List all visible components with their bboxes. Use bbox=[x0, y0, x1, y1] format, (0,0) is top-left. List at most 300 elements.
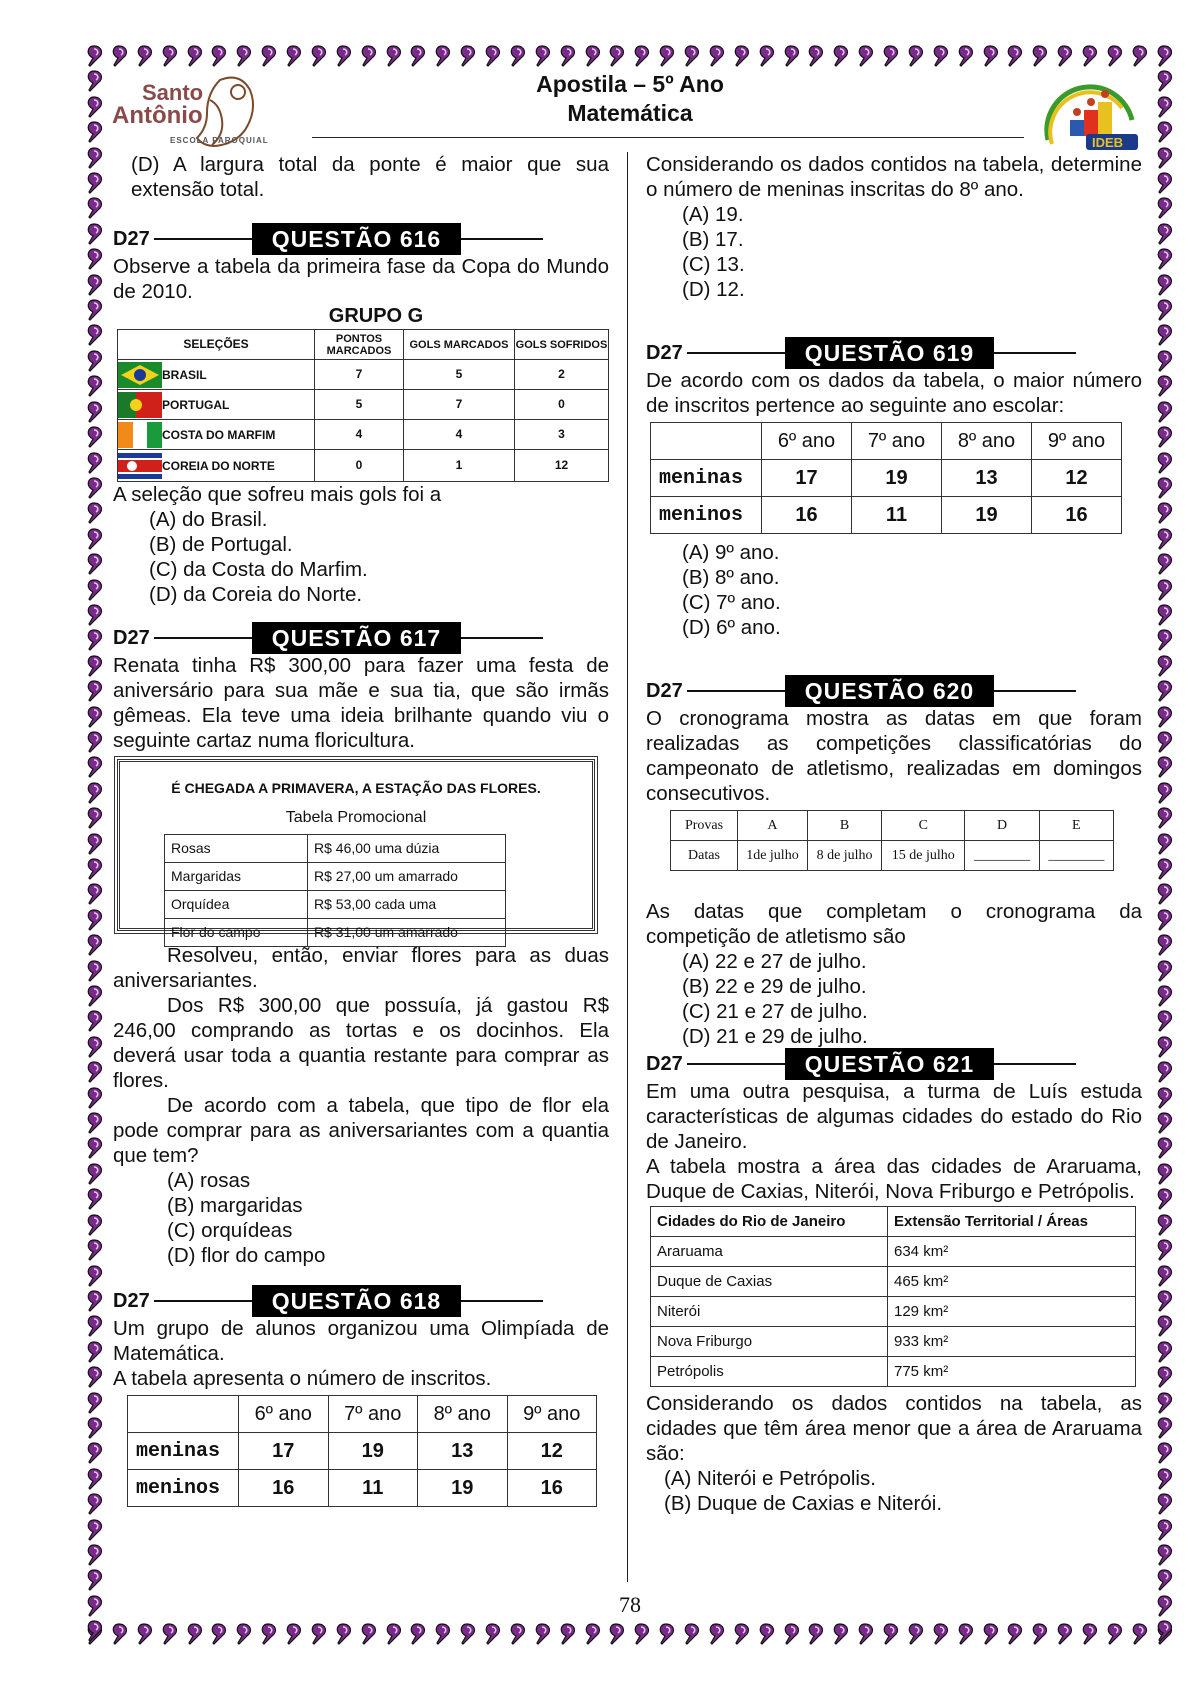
header-rule bbox=[312, 137, 1024, 138]
cell: 16 bbox=[239, 1470, 329, 1507]
cell: 17 bbox=[239, 1433, 329, 1470]
q617-poster bbox=[117, 759, 595, 940]
q618-enrollment-table bbox=[127, 1395, 597, 1507]
border-ornament-icon bbox=[557, 44, 577, 68]
border-ornament-icon bbox=[84, 476, 104, 500]
border-ornament-icon bbox=[84, 44, 104, 68]
team-row-portugal bbox=[118, 390, 315, 420]
border-ornament-icon bbox=[159, 44, 179, 68]
flower-name: Rosas bbox=[165, 835, 308, 863]
flower-row bbox=[165, 835, 506, 863]
q616-group-table bbox=[117, 329, 609, 482]
q616-group-title: GRUPO G bbox=[328, 305, 424, 327]
border-ornament-icon bbox=[84, 1187, 104, 1211]
q616-option-a: (A) do Brasil. bbox=[149, 508, 268, 531]
team-goals-conceded: 3 bbox=[515, 420, 609, 450]
border-ornament-icon bbox=[1154, 1467, 1174, 1491]
border-ornament-icon bbox=[1129, 44, 1149, 68]
logo-subtitle: ESCOLA PAROQUIAL bbox=[170, 136, 269, 145]
q617-code: D27 bbox=[113, 626, 150, 649]
flower-price: R$ 27,00 um amarrado bbox=[308, 863, 506, 891]
table-row bbox=[651, 1297, 1136, 1327]
border-ornament-icon bbox=[1154, 298, 1174, 322]
ideb-logo bbox=[1030, 80, 1150, 152]
team-points: 4 bbox=[315, 420, 404, 450]
flower-price: R$ 53,00 cada uma bbox=[308, 891, 506, 919]
border-ornament-icon bbox=[84, 628, 104, 652]
cell: 1de julho bbox=[738, 841, 808, 871]
table-row-meninas bbox=[651, 460, 1122, 497]
border-ornament-icon bbox=[1154, 578, 1174, 602]
table-header-row bbox=[651, 1207, 1136, 1237]
border-ornament-icon bbox=[84, 908, 104, 932]
border-ornament-icon bbox=[84, 1136, 104, 1160]
border-ornament-icon bbox=[333, 1622, 353, 1646]
border-ornament-icon bbox=[1154, 349, 1174, 373]
border-ornament-icon bbox=[482, 1622, 502, 1646]
team-goals-scored: 1 bbox=[404, 450, 515, 482]
title-line-1: Apostila – 5º Ano bbox=[536, 71, 724, 97]
border-ornament-icon bbox=[358, 1622, 378, 1646]
border-ornament-icon bbox=[582, 44, 602, 68]
border-ornament-icon bbox=[606, 44, 626, 68]
border-ornament-icon bbox=[980, 44, 1000, 68]
flower-price-table bbox=[164, 834, 506, 947]
border-ornament-icon bbox=[84, 1416, 104, 1440]
border-ornament-icon bbox=[84, 1111, 104, 1135]
ivory-coast-flag-icon bbox=[118, 422, 162, 448]
border-ornament-icon bbox=[756, 44, 776, 68]
cell: 16 bbox=[1032, 497, 1122, 534]
q620-header bbox=[646, 676, 1142, 706]
border-ornament-icon bbox=[1154, 1213, 1174, 1237]
decorative-border-left bbox=[84, 44, 104, 1644]
col-cidades: Cidades do Rio de Janeiro bbox=[651, 1207, 888, 1237]
cell: B bbox=[807, 811, 881, 841]
row-label: meninos bbox=[651, 497, 762, 534]
border-ornament-icon bbox=[1154, 806, 1174, 830]
flower-row bbox=[165, 863, 506, 891]
city-area: 933 km² bbox=[888, 1327, 1136, 1357]
q619-option-a: (A) 9º ano. bbox=[682, 541, 780, 564]
border-ornament-icon bbox=[1029, 1622, 1049, 1646]
border-ornament-icon bbox=[706, 1622, 726, 1646]
border-ornament-icon bbox=[606, 1622, 626, 1646]
poster-title: É CHEGADA A PRIMAVERA, A ESTAÇÃO DAS FLORES. bbox=[171, 780, 541, 796]
table-row bbox=[651, 1237, 1136, 1267]
border-ornament-icon bbox=[84, 1518, 104, 1542]
column-divider bbox=[627, 152, 628, 1582]
q616-text: Observe a tabela da primeira fase da Copa do Mundo de 2010. bbox=[113, 255, 609, 303]
flower-row bbox=[165, 919, 506, 947]
cell: 11 bbox=[328, 1470, 418, 1507]
team-row-coreia-do-norte bbox=[118, 450, 315, 482]
border-ornament-icon bbox=[1054, 44, 1074, 68]
border-ornament-icon bbox=[855, 44, 875, 68]
q620-option-d: (D) 21 e 29 de julho. bbox=[682, 1025, 868, 1048]
table-header-row bbox=[651, 423, 1122, 460]
row-label: meninas bbox=[651, 460, 762, 497]
border-ornament-icon bbox=[1154, 1492, 1174, 1516]
border-ornament-icon bbox=[1154, 933, 1174, 957]
q616-option-d: (D) da Coreia do Norte. bbox=[149, 583, 363, 606]
border-ornament-icon bbox=[233, 1622, 253, 1646]
logo-text-antonio: Antônio bbox=[112, 102, 203, 129]
brazil-flag-icon bbox=[118, 362, 162, 388]
q616-header bbox=[113, 224, 609, 254]
col-9-ano: 9º ano bbox=[507, 1396, 597, 1433]
col-9-ano: 9º ano bbox=[1032, 423, 1122, 460]
border-ornament-icon bbox=[1154, 730, 1174, 754]
q617-text: Renata tinha R$ 300,00 para fazer uma festa de aniversário para sua mãe e sua tia, que são irmãs gêmeas. Ela teve uma ideia brilhante quando viu o seguinte cartaz numa floricultura. bbox=[113, 654, 609, 752]
border-ornament-icon bbox=[830, 1622, 850, 1646]
q620-code: D27 bbox=[646, 679, 683, 702]
border-ornament-icon bbox=[358, 44, 378, 68]
border-ornament-icon bbox=[1154, 527, 1174, 551]
border-ornament-icon bbox=[283, 44, 303, 68]
team-name: COSTA DO MARFIM bbox=[162, 427, 276, 442]
border-ornament-icon bbox=[383, 44, 403, 68]
border-ornament-icon bbox=[706, 44, 726, 68]
poster-subtitle: Tabela Promocional bbox=[285, 809, 427, 826]
page-number: 78 bbox=[619, 1592, 641, 1617]
table-row bbox=[651, 1357, 1136, 1387]
portugal-flag-icon bbox=[118, 392, 162, 418]
col-7-ano: 7º ano bbox=[852, 423, 942, 460]
q618-label: QUESTÃO 618 bbox=[252, 1285, 462, 1317]
city-name: Petrópolis bbox=[651, 1357, 888, 1387]
team-points: 0 bbox=[315, 450, 404, 482]
q618-text-2: A tabela apresenta o número de inscritos. bbox=[113, 1367, 492, 1390]
cell: C bbox=[882, 811, 965, 841]
flower-name: Margaridas bbox=[165, 863, 308, 891]
border-ornament-icon bbox=[1154, 705, 1174, 729]
q621-header bbox=[646, 1049, 1142, 1079]
north-korea-flag-icon bbox=[118, 453, 162, 479]
border-ornament-icon bbox=[1154, 857, 1174, 881]
border-ornament-icon bbox=[109, 1622, 129, 1646]
border-ornament-icon bbox=[84, 1060, 104, 1084]
border-ornament-icon bbox=[1154, 1136, 1174, 1160]
border-ornament-icon bbox=[84, 1238, 104, 1262]
q621-code: D27 bbox=[646, 1052, 683, 1075]
q616-col-selecoes: SELEÇÕES bbox=[118, 330, 315, 360]
q621-text-1: Em uma outra pesquisa, a turma de Luís estuda características de algumas cidades do estado do Rio de Janeiro. bbox=[646, 1080, 1142, 1153]
border-ornament-icon bbox=[184, 1622, 204, 1646]
cell: 13 bbox=[418, 1433, 508, 1470]
table-row bbox=[651, 1267, 1136, 1297]
border-ornament-icon bbox=[84, 679, 104, 703]
city-area: 129 km² bbox=[888, 1297, 1136, 1327]
border-ornament-icon bbox=[109, 44, 129, 68]
border-ornament-icon bbox=[507, 44, 527, 68]
q621-label: QUESTÃO 621 bbox=[785, 1048, 995, 1080]
border-ornament-icon bbox=[432, 1622, 452, 1646]
city-area: 634 km² bbox=[888, 1237, 1136, 1267]
border-ornament-icon bbox=[457, 1622, 477, 1646]
q619-label: QUESTÃO 619 bbox=[785, 337, 995, 369]
border-ornament-icon bbox=[1154, 603, 1174, 627]
border-ornament-icon bbox=[1154, 552, 1174, 576]
border-ornament-icon bbox=[84, 984, 104, 1008]
border-ornament-icon bbox=[84, 1365, 104, 1389]
q616-code: D27 bbox=[113, 227, 150, 250]
border-ornament-icon bbox=[1154, 1416, 1174, 1440]
border-ornament-icon bbox=[1154, 1543, 1174, 1567]
border-ornament-icon bbox=[84, 1213, 104, 1237]
border-ornament-icon bbox=[1154, 273, 1174, 297]
border-ornament-icon bbox=[333, 44, 353, 68]
border-ornament-icon bbox=[1079, 1622, 1099, 1646]
border-ornament-icon bbox=[84, 1619, 104, 1643]
border-ornament-icon bbox=[1154, 400, 1174, 424]
city-name: Araruama bbox=[651, 1237, 888, 1267]
cell: Datas bbox=[671, 841, 738, 871]
border-ornament-icon bbox=[631, 44, 651, 68]
border-ornament-icon bbox=[159, 1622, 179, 1646]
city-area: 465 km² bbox=[888, 1267, 1136, 1297]
logo-text-santo: Santo bbox=[142, 80, 204, 105]
border-ornament-icon bbox=[84, 1035, 104, 1059]
team-points: 5 bbox=[315, 390, 404, 420]
team-name: COREIA DO NORTE bbox=[162, 458, 275, 473]
border-ornament-icon bbox=[756, 1622, 776, 1646]
table-row-meninos bbox=[128, 1470, 597, 1507]
border-ornament-icon bbox=[805, 1622, 825, 1646]
border-ornament-icon bbox=[383, 1622, 403, 1646]
cell: ________ bbox=[1039, 841, 1113, 871]
border-ornament-icon bbox=[84, 1162, 104, 1186]
border-ornament-icon bbox=[1154, 374, 1174, 398]
q618-text-1: Um grupo de alunos organizou uma Olimpíada de Matemática. bbox=[113, 1317, 609, 1365]
q617-paragraph-3: De acordo com a tabela, que tipo de flor ela pode comprar para as aniversariantes com a quantia que tem? bbox=[113, 1094, 609, 1167]
border-ornament-icon bbox=[482, 44, 502, 68]
border-ornament-icon bbox=[1154, 1187, 1174, 1211]
q617-header bbox=[113, 623, 609, 653]
border-ornament-icon bbox=[84, 1543, 104, 1567]
title-line-2: Matemática bbox=[567, 100, 693, 126]
q616-col-pontos: PONTOS MARCADOS bbox=[315, 330, 404, 360]
border-ornament-icon bbox=[258, 44, 278, 68]
cell: 19 bbox=[942, 497, 1032, 534]
q620-text: O cronograma mostra as datas em que foram realizadas as competições classificatórias do campeonato de atletismo, realizadas em domingos consecutivos. bbox=[646, 707, 1142, 805]
border-ornament-icon bbox=[84, 1009, 104, 1033]
border-ornament-icon bbox=[208, 44, 228, 68]
col-8-ano: 8º ano bbox=[418, 1396, 508, 1433]
border-ornament-icon bbox=[84, 273, 104, 297]
cell: 13 bbox=[942, 460, 1032, 497]
cell: 11 bbox=[852, 497, 942, 534]
border-ornament-icon bbox=[84, 933, 104, 957]
table-row bbox=[651, 1327, 1136, 1357]
border-ornament-icon bbox=[1154, 882, 1174, 906]
q616-option-c: (C) da Costa do Marfim. bbox=[149, 558, 368, 581]
border-ornament-icon bbox=[1154, 501, 1174, 525]
border-ornament-icon bbox=[84, 1340, 104, 1364]
cell: ________ bbox=[965, 841, 1039, 871]
border-ornament-icon bbox=[1154, 654, 1174, 678]
ideb-text: IDEB bbox=[1092, 135, 1124, 150]
city-name: Nova Friburgo bbox=[651, 1327, 888, 1357]
q618-option-b: (B) 17. bbox=[682, 228, 744, 251]
border-ornament-icon bbox=[631, 1622, 651, 1646]
col-8-ano: 8º ano bbox=[942, 423, 1032, 460]
border-ornament-icon bbox=[84, 882, 104, 906]
border-ornament-icon bbox=[457, 44, 477, 68]
q616-option-b: (B) de Portugal. bbox=[149, 533, 293, 556]
border-ornament-icon bbox=[1154, 1441, 1174, 1465]
city-name: Niterói bbox=[651, 1297, 888, 1327]
border-ornament-icon bbox=[84, 171, 104, 195]
border-ornament-icon bbox=[84, 1441, 104, 1465]
q621-option-a: (A) Niterói e Petrópolis. bbox=[664, 1467, 876, 1490]
border-ornament-icon bbox=[84, 374, 104, 398]
border-ornament-icon bbox=[1079, 44, 1099, 68]
team-goals-conceded: 2 bbox=[515, 360, 609, 390]
border-ornament-icon bbox=[930, 1622, 950, 1646]
border-ornament-icon bbox=[84, 1086, 104, 1110]
cell: A bbox=[738, 811, 808, 841]
border-ornament-icon bbox=[432, 44, 452, 68]
border-ornament-icon bbox=[1129, 1622, 1149, 1646]
border-ornament-icon bbox=[1154, 1314, 1174, 1338]
q616-question: A seleção que sofreu mais gols foi a bbox=[113, 483, 442, 506]
border-ornament-icon bbox=[84, 857, 104, 881]
border-ornament-icon bbox=[1154, 832, 1174, 856]
border-ornament-icon bbox=[1154, 984, 1174, 1008]
flower-price: R$ 31,00 um amarrado bbox=[308, 919, 506, 947]
q617-paragraph-1: Resolveu, então, enviar flores para as duas aniversariantes. bbox=[113, 944, 609, 992]
border-ornament-icon bbox=[84, 1492, 104, 1516]
border-ornament-icon bbox=[532, 44, 552, 68]
border-ornament-icon bbox=[84, 578, 104, 602]
border-ornament-icon bbox=[308, 44, 328, 68]
flower-name: Flor do campo bbox=[165, 919, 308, 947]
border-ornament-icon bbox=[582, 1622, 602, 1646]
border-ornament-icon bbox=[855, 1622, 875, 1646]
border-ornament-icon bbox=[84, 222, 104, 246]
border-ornament-icon bbox=[830, 44, 850, 68]
team-goals-scored: 5 bbox=[404, 360, 515, 390]
table-corner bbox=[651, 423, 762, 460]
border-ornament-icon bbox=[532, 1622, 552, 1646]
border-ornament-icon bbox=[557, 1622, 577, 1646]
border-ornament-icon bbox=[84, 730, 104, 754]
border-ornament-icon bbox=[781, 1622, 801, 1646]
decorative-border-top bbox=[84, 44, 1174, 68]
border-ornament-icon bbox=[905, 44, 925, 68]
border-ornament-icon bbox=[1154, 1289, 1174, 1313]
border-ornament-icon bbox=[1154, 755, 1174, 779]
q618-option-d: (D) 12. bbox=[682, 278, 745, 301]
border-ornament-icon bbox=[1154, 451, 1174, 475]
flower-name: Orquídea bbox=[165, 891, 308, 919]
team-points: 7 bbox=[315, 360, 404, 390]
border-ornament-icon bbox=[84, 832, 104, 856]
border-ornament-icon bbox=[930, 44, 950, 68]
table-row-meninos bbox=[651, 497, 1122, 534]
row-label: meninas bbox=[128, 1433, 239, 1470]
team-name: BRASIL bbox=[162, 367, 207, 382]
border-ornament-icon bbox=[1154, 628, 1174, 652]
col-areas: Extensão Territorial / Áreas bbox=[888, 1207, 1136, 1237]
border-ornament-icon bbox=[1154, 1035, 1174, 1059]
border-ornament-icon bbox=[1104, 44, 1124, 68]
border-ornament-icon bbox=[1004, 1622, 1024, 1646]
border-ornament-icon bbox=[84, 1568, 104, 1592]
border-ornament-icon bbox=[781, 44, 801, 68]
q620-option-b: (B) 22 e 29 de julho. bbox=[682, 975, 867, 998]
team-row-brasil bbox=[118, 360, 315, 390]
table-row-meninas bbox=[128, 1433, 597, 1470]
team-goals-conceded: 12 bbox=[515, 450, 609, 482]
q619-header bbox=[646, 338, 1142, 368]
border-ornament-icon bbox=[1154, 1060, 1174, 1084]
border-ornament-icon bbox=[1154, 679, 1174, 703]
q621-question: Considerando os dados contidos na tabela, as cidades que têm área menor que a área de Araruama são: bbox=[646, 1392, 1142, 1465]
table-header-row bbox=[128, 1396, 597, 1433]
cell: 19 bbox=[418, 1470, 508, 1507]
q619-enrollment-table bbox=[650, 422, 1122, 534]
border-ornament-icon bbox=[258, 1622, 278, 1646]
cell: 16 bbox=[762, 497, 852, 534]
border-ornament-icon bbox=[1154, 196, 1174, 220]
border-ornament-icon bbox=[84, 1314, 104, 1338]
q616-col-gols-marcados: GOLS MARCADOS bbox=[404, 330, 515, 360]
col-6-ano: 6º ano bbox=[762, 423, 852, 460]
border-ornament-icon bbox=[1154, 959, 1174, 983]
border-ornament-icon bbox=[84, 323, 104, 347]
border-ornament-icon bbox=[681, 1622, 701, 1646]
border-ornament-icon bbox=[84, 806, 104, 830]
border-ornament-icon bbox=[84, 654, 104, 678]
border-ornament-icon bbox=[84, 527, 104, 551]
border-ornament-icon bbox=[84, 425, 104, 449]
cell: 12 bbox=[507, 1433, 597, 1470]
flower-price: R$ 46,00 uma dúzia bbox=[308, 835, 506, 863]
team-goals-scored: 4 bbox=[404, 420, 515, 450]
border-ornament-icon bbox=[84, 552, 104, 576]
border-ornament-icon bbox=[1154, 1086, 1174, 1110]
border-ornament-icon bbox=[880, 1622, 900, 1646]
border-ornament-icon bbox=[731, 1622, 751, 1646]
border-ornament-icon bbox=[805, 44, 825, 68]
border-ornament-icon bbox=[1154, 908, 1174, 932]
border-ornament-icon bbox=[84, 1467, 104, 1491]
schedule-row-provas bbox=[671, 811, 1114, 841]
q621-option-b: (B) Duque de Caxias e Niterói. bbox=[664, 1492, 943, 1515]
border-ornament-icon bbox=[1154, 425, 1174, 449]
border-ornament-icon bbox=[880, 44, 900, 68]
q620-option-c: (C) 21 e 27 de julho. bbox=[682, 1000, 868, 1023]
border-ornament-icon bbox=[1154, 171, 1174, 195]
q621-text-2: A tabela mostra a área das cidades de Araruama, Duque de Caxias, Niterói, Nova Friburgo e Petrópolis. bbox=[646, 1155, 1142, 1203]
border-ornament-icon bbox=[407, 1622, 427, 1646]
border-ornament-icon bbox=[407, 44, 427, 68]
previous-option-d: (D) A largura total da ponte é maior que sua extensão total. bbox=[131, 153, 609, 201]
q621-cities-table bbox=[650, 1206, 1136, 1387]
border-ornament-icon bbox=[1029, 44, 1049, 68]
border-ornament-icon bbox=[1154, 1518, 1174, 1542]
border-ornament-icon bbox=[1054, 1622, 1074, 1646]
border-ornament-icon bbox=[184, 44, 204, 68]
decorative-border-bottom bbox=[84, 1622, 1174, 1646]
q618-code: D27 bbox=[113, 1289, 150, 1312]
cell: 19 bbox=[852, 460, 942, 497]
q619-option-c: (C) 7º ano. bbox=[682, 591, 781, 614]
border-ornament-icon bbox=[84, 247, 104, 271]
q617-paragraph-2: Dos R$ 300,00 que possuía, já gastou R$ 246,00 comprando as tortas e os docinhos. Ela deverá usar toda a quantia restante para comprar as flores. bbox=[113, 994, 609, 1092]
